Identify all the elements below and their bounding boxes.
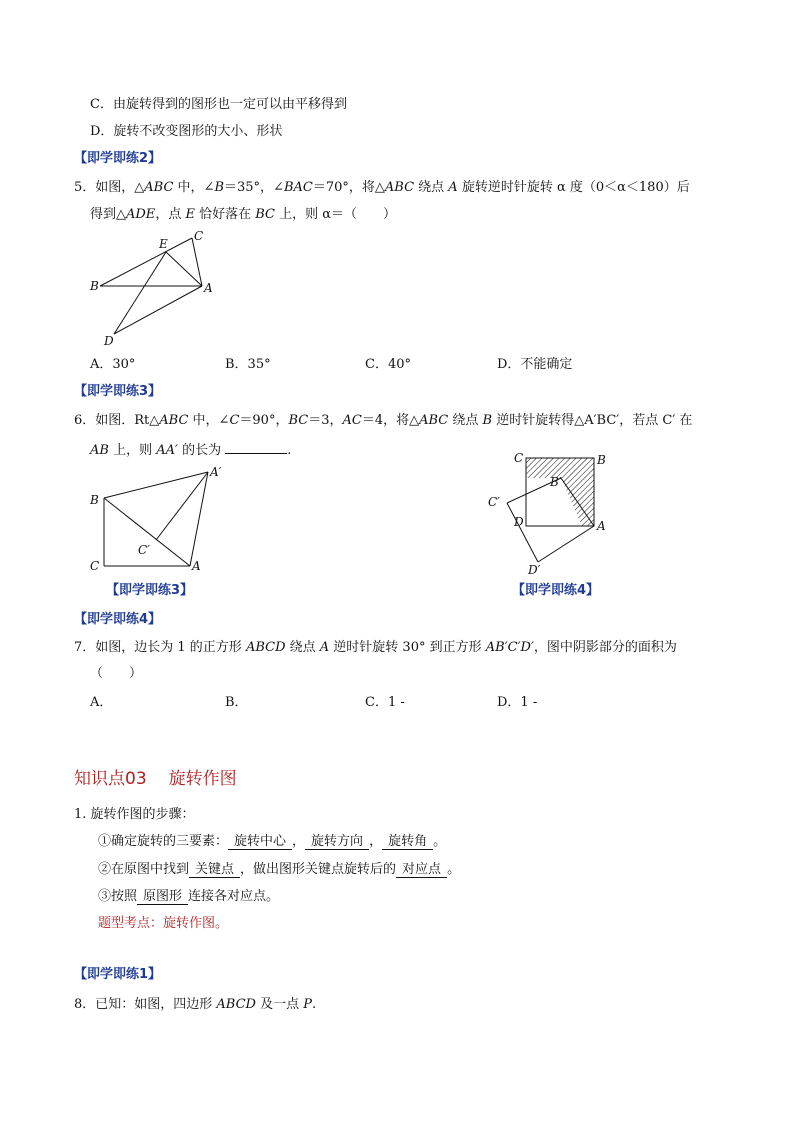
fig1-label-b: B <box>90 279 99 293</box>
topic-note: 题型考点：旋转作图。 <box>98 916 229 931</box>
practice-tag-3: 【即学即练3】 <box>74 384 162 399</box>
section-heading <box>74 770 237 788</box>
figure-right-triangle <box>86 462 236 576</box>
fig1-label-d: D <box>104 334 114 348</box>
fig3-label-d: D <box>514 515 524 529</box>
fig2-label-a-prime: A′ <box>210 465 222 479</box>
section-title: 旋转作图 <box>168 769 237 789</box>
steps-intro: 1. 旋转作图的步骤： <box>74 807 195 822</box>
practice-tag-1: 【即学即练1】 <box>74 967 162 982</box>
question-7-line1: 7．如图，边长为 1 的正方形 ABCD 绕点 A 逆时针旋转 30° 到正方形 AB′C′D′，图中阴影部分的面积为 <box>74 640 677 655</box>
question-8: 8．已知：如图，四边形 ABCD 及一点 P. <box>74 997 317 1012</box>
fig1-label-a: A <box>204 281 213 295</box>
step-3: ③按照 原图形 连接各对应点。 <box>98 889 280 904</box>
caption-practice-3: 【即学即练3】 <box>106 583 194 598</box>
q5-option-c: C．40° <box>365 357 411 372</box>
practice-tag-4: 【即学即练4】 <box>74 612 162 627</box>
section-number: 知识点03 <box>74 769 147 789</box>
question-5-line1: 5．如图，△ABC 中，∠B＝35°，∠BAC＝70°，将△ABC 绕点 A 旋转逆时针旋转 α 度（0＜α＜180）后 <box>74 180 690 195</box>
fig2-label-c: C <box>90 559 100 573</box>
fig3-label-c: C <box>514 451 524 465</box>
fig3-label-b: B <box>597 453 606 467</box>
fig1-label-c: C <box>194 229 204 243</box>
answer-blank <box>225 439 287 454</box>
q7-option-b: B． <box>225 695 248 710</box>
q7-option-c: C．1 - <box>365 695 405 710</box>
question-6-line2: AB 上，则 AA′ 的长为 . <box>90 439 291 460</box>
fig3-label-b-prime: B′ <box>550 475 562 489</box>
fig3-label-a: A <box>597 519 606 533</box>
caption-practice-4: 【即学即练4】 <box>512 583 600 598</box>
q7-option-d: D．1 - <box>497 695 538 710</box>
fig1-label-e: E <box>159 237 168 251</box>
option-c: C．由旋转得到的图形也一定可以由平移得到 <box>90 97 347 112</box>
step-1: ①确定旋转的三要素： 旋转中心 ， 旋转方向 ， 旋转角 。 <box>98 834 447 849</box>
fig2-label-a: A <box>192 559 201 573</box>
figure-rotated-square <box>484 448 614 578</box>
q7-option-a: A． <box>90 695 113 710</box>
q5-option-b: B．35° <box>225 357 271 372</box>
fig2-label-b: B <box>90 493 99 507</box>
q5-option-a: A．30° <box>90 357 136 372</box>
fig3-label-d-prime: D′ <box>528 563 541 577</box>
fig2-label-c-prime: C′ <box>138 543 150 557</box>
step-2: ②在原图中找到 关键点 ，做出图形关键点旋转后的 对应点 。 <box>98 862 461 877</box>
figure-triangle-rotation <box>86 228 226 352</box>
question-7-line2: （ ） <box>90 666 143 681</box>
question-6-line1: 6．如图．Rt△ABC 中，∠C＝90°，BC＝3，AC＝4，将△ABC 绕点 B 逆时针旋转得△A′BC′，若点 C′ 在 <box>74 413 693 428</box>
practice-tag-2: 【即学即练2】 <box>74 151 162 166</box>
fig3-label-c-prime: C′ <box>488 495 500 509</box>
option-d: D．旋转不改变图形的大小、形状 <box>90 124 283 139</box>
question-5-line2: 得到△ADE，点 E 恰好落在 BC 上，则 α＝（ ） <box>90 207 397 222</box>
q5-option-d: D．不能确定 <box>497 357 573 372</box>
